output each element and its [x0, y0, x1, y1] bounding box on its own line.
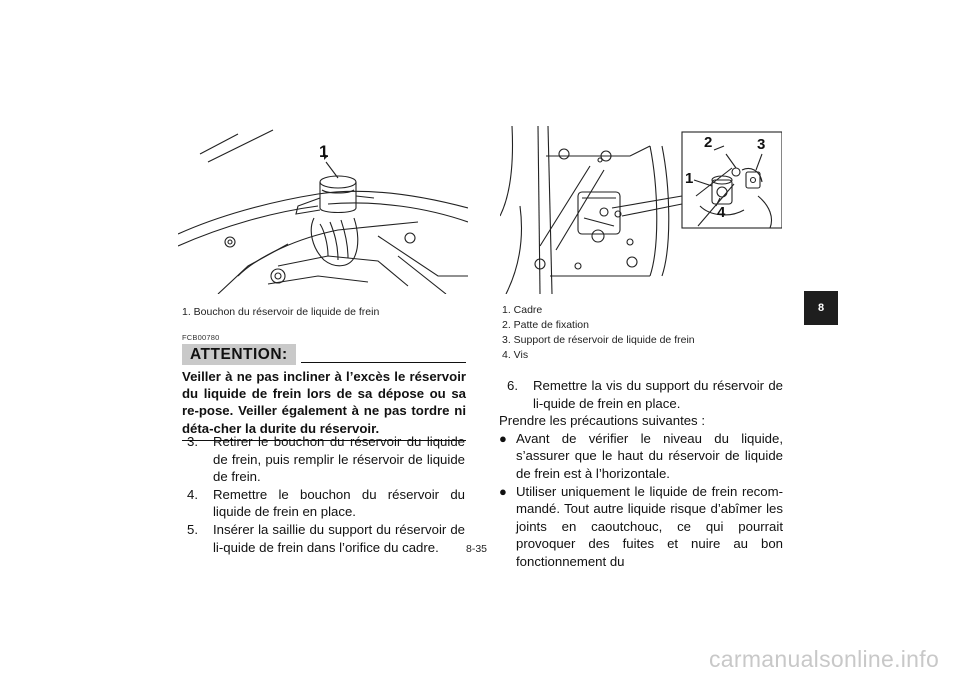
- bullet-dot: ●: [499, 430, 507, 446]
- bullet-text: Utiliser uniquement le liquide de frein recom-mandé. Tout autre liquide risque d’abîmer les joints en caoutchouc, ce qui pourrait provoquer des fuites et nuire au bon fonctionnement du: [516, 483, 783, 569]
- watermark: carmanualsonline.info: [709, 646, 940, 672]
- caption-line: 4. Vis: [502, 349, 529, 361]
- right-figure-caption: [502, 303, 792, 363]
- bullet-item: [499, 430, 783, 483]
- bullet-item: [499, 483, 783, 571]
- step-number: 3.: [187, 434, 198, 449]
- chapter-tab: 8: [804, 291, 838, 325]
- step-number: 6.: [507, 378, 518, 393]
- left-figure-caption: [182, 305, 472, 320]
- reservoir-bracket-illustration: [500, 126, 782, 294]
- step-text: Retirer le bouchon du réservoir du liquide de frein, puis remplir le réservoir de liquide de frein.: [213, 434, 465, 485]
- caption-line: 2. Patte de fixation: [502, 319, 589, 331]
- bullet-dot: ●: [499, 483, 507, 499]
- attention-code: FCB00780: [182, 333, 220, 342]
- left-steps: [187, 433, 465, 556]
- caption-line: 3. Support de réservoir de liquide de frein: [502, 334, 695, 346]
- attention-rule: [301, 362, 466, 363]
- attention-header: [182, 344, 466, 365]
- step-text: Remettre la vis du support du réservoir de li-quide de frein en place.: [533, 378, 783, 411]
- inset-callout-4: 4: [717, 204, 726, 221]
- step-text: Insérer la saillie du support du réservoir de li-quide de frein dans l’orifice du cadre.: [213, 521, 465, 555]
- inset-callout-3: 3: [757, 136, 766, 153]
- step-number: 4.: [187, 486, 198, 502]
- figure-callout-1: 1: [319, 142, 329, 161]
- inset-callout-2: 2: [704, 134, 713, 151]
- step-item: [187, 433, 465, 486]
- right-column-text: [499, 377, 783, 571]
- reservoir-bracket-figure: [500, 126, 782, 294]
- page-number: 8-35: [466, 543, 488, 555]
- step-item: [507, 377, 783, 412]
- attention-label: ATTENTION:: [182, 344, 296, 365]
- step-text: Remettre le bouchon du réservoir du liquide de frein en place.: [213, 486, 465, 520]
- precautions-intro: Prendre les précautions suivantes :: [499, 413, 705, 429]
- step-item: [187, 486, 465, 521]
- bullet-text: Avant de vérifier le niveau du liquide, s’assurer que le haut du réservoir de liquide de frein est à l’horizontale.: [516, 430, 783, 481]
- caption-line: 1. Cadre: [502, 304, 543, 316]
- attention-text: Veiller à ne pas incliner à l’excès le réservoir du liquide de frein lors de sa dépose ou sa re-pose. Veiller également à ne pas tordre ni déta-cher la durite du réservoir.: [182, 368, 466, 441]
- brake-reservoir-figure: [178, 126, 468, 294]
- step-number: 5.: [187, 521, 198, 537]
- step-item: [187, 521, 465, 556]
- inset-callout-1: 1: [685, 170, 694, 187]
- caption-line: 1. Bouchon du réservoir de liquide de frein: [182, 306, 380, 318]
